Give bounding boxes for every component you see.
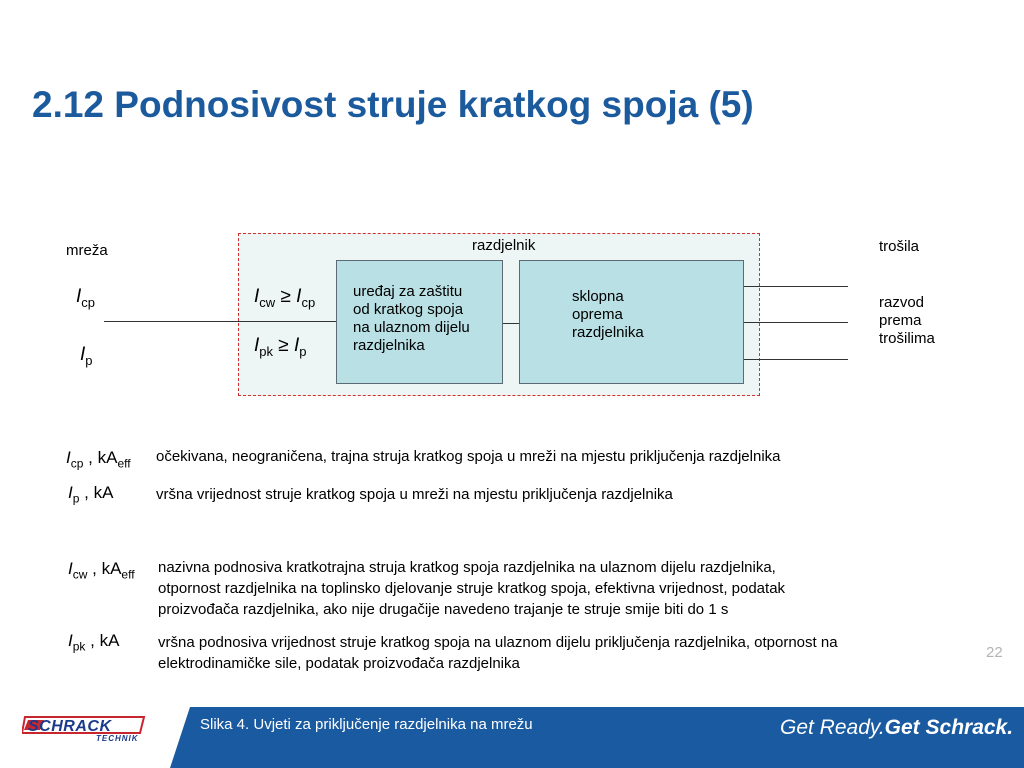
slogan-part2: Get Schrack. [884, 716, 1014, 739]
page-number: 22 [986, 644, 1003, 661]
definition-symbol-icw: $I_{cw}$ , $kA_{eff}$ [68, 559, 135, 582]
output-wire-3 [744, 359, 848, 360]
loads-label: trošila [879, 238, 920, 255]
schrack-logo [22, 713, 147, 747]
slogan [780, 716, 1013, 740]
network-label: mreža [66, 242, 108, 259]
distribution-line: razvod [879, 294, 925, 311]
cabinet-label: razdjelnik [472, 237, 536, 254]
schrack-logo-text: SCHRACK [28, 718, 112, 735]
definition-line: vršna vrijednost struje kratkog spoja u mreži na mjestu priključenja razdjelnika [156, 486, 673, 503]
definition-symbol-icp: $I_{cp}$ , $kA_{eff}$ [66, 448, 131, 471]
symbol-icp: $I_{cp}$ [76, 286, 96, 310]
distribution-line: prema [879, 312, 922, 329]
relation-icw-icp: $I_{cw} \ge I_{cp}$ [254, 286, 316, 310]
distribution-line: trošilima [879, 330, 935, 347]
definition-line: elektrodinamičke sile, podatak proizvođača razdjelnika [158, 655, 520, 672]
figure-caption: Slika 4. Uvjeti za priključenje razdjelnika na mrežu [200, 716, 533, 733]
definition-text-ipk [158, 632, 838, 674]
input-wire [104, 321, 336, 322]
definition-line: vršna podnosiva vrijednost struje kratkog spoja na ulaznom dijelu priključenja razdjelnika, otpornost na [158, 634, 838, 651]
box2-line: oprema [572, 306, 623, 323]
box2-line: razdjelnika [572, 324, 644, 341]
definition-line: proizvođača razdjelnika, ako nije drugačije navedeno trajanje te struje smije biti do 1 s [158, 601, 729, 618]
definition-line: očekivana, neograničena, trajna struja kratkog spoja u mreži na mjestu priključenja razdjelnika [156, 448, 781, 465]
page-title: 2.12 Podnosivost struje kratkog spoja (5) [32, 84, 754, 125]
symbol-ip: $I_p$ [80, 344, 93, 368]
box1-line: uređaj za zaštitu [353, 283, 463, 300]
definition-symbol-ip: $I_p$ , kA [68, 483, 114, 506]
box2-line: sklopna [572, 288, 624, 305]
relation-ipk-ip: $I_{pk} \ge I_p$ [254, 335, 307, 359]
definition-line: nazivna podnosiva kratkotrajna struja kratkog spoja razdjelnika na ulaznom dijelu razdjelnika, [158, 559, 776, 576]
output-wire-1 [744, 286, 848, 287]
box1-line: razdjelnika [353, 337, 425, 354]
protection-device-box [336, 260, 503, 384]
definition-text-icp [156, 446, 781, 467]
schrack-logo-subtext: TECHNIK [96, 734, 139, 743]
output-wire-2 [744, 322, 848, 323]
distribution-description [879, 294, 935, 348]
definition-text-icw [158, 557, 785, 620]
definition-line: otpornost razdjelnika na toplinsko djelovanje struje kratkog spoja, efektivna vrijednost, podatak [158, 580, 786, 597]
definition-text-ip [156, 484, 673, 505]
box1-line: na ulaznom dijelu [353, 319, 470, 336]
box1-line: od kratkog spoja [353, 301, 464, 318]
connect-wire [503, 323, 520, 324]
slogan-part1: Get Ready. [780, 716, 885, 739]
switchgear-box [519, 260, 744, 384]
definition-symbol-ipk: $I_{pk}$ , kA [68, 631, 120, 654]
